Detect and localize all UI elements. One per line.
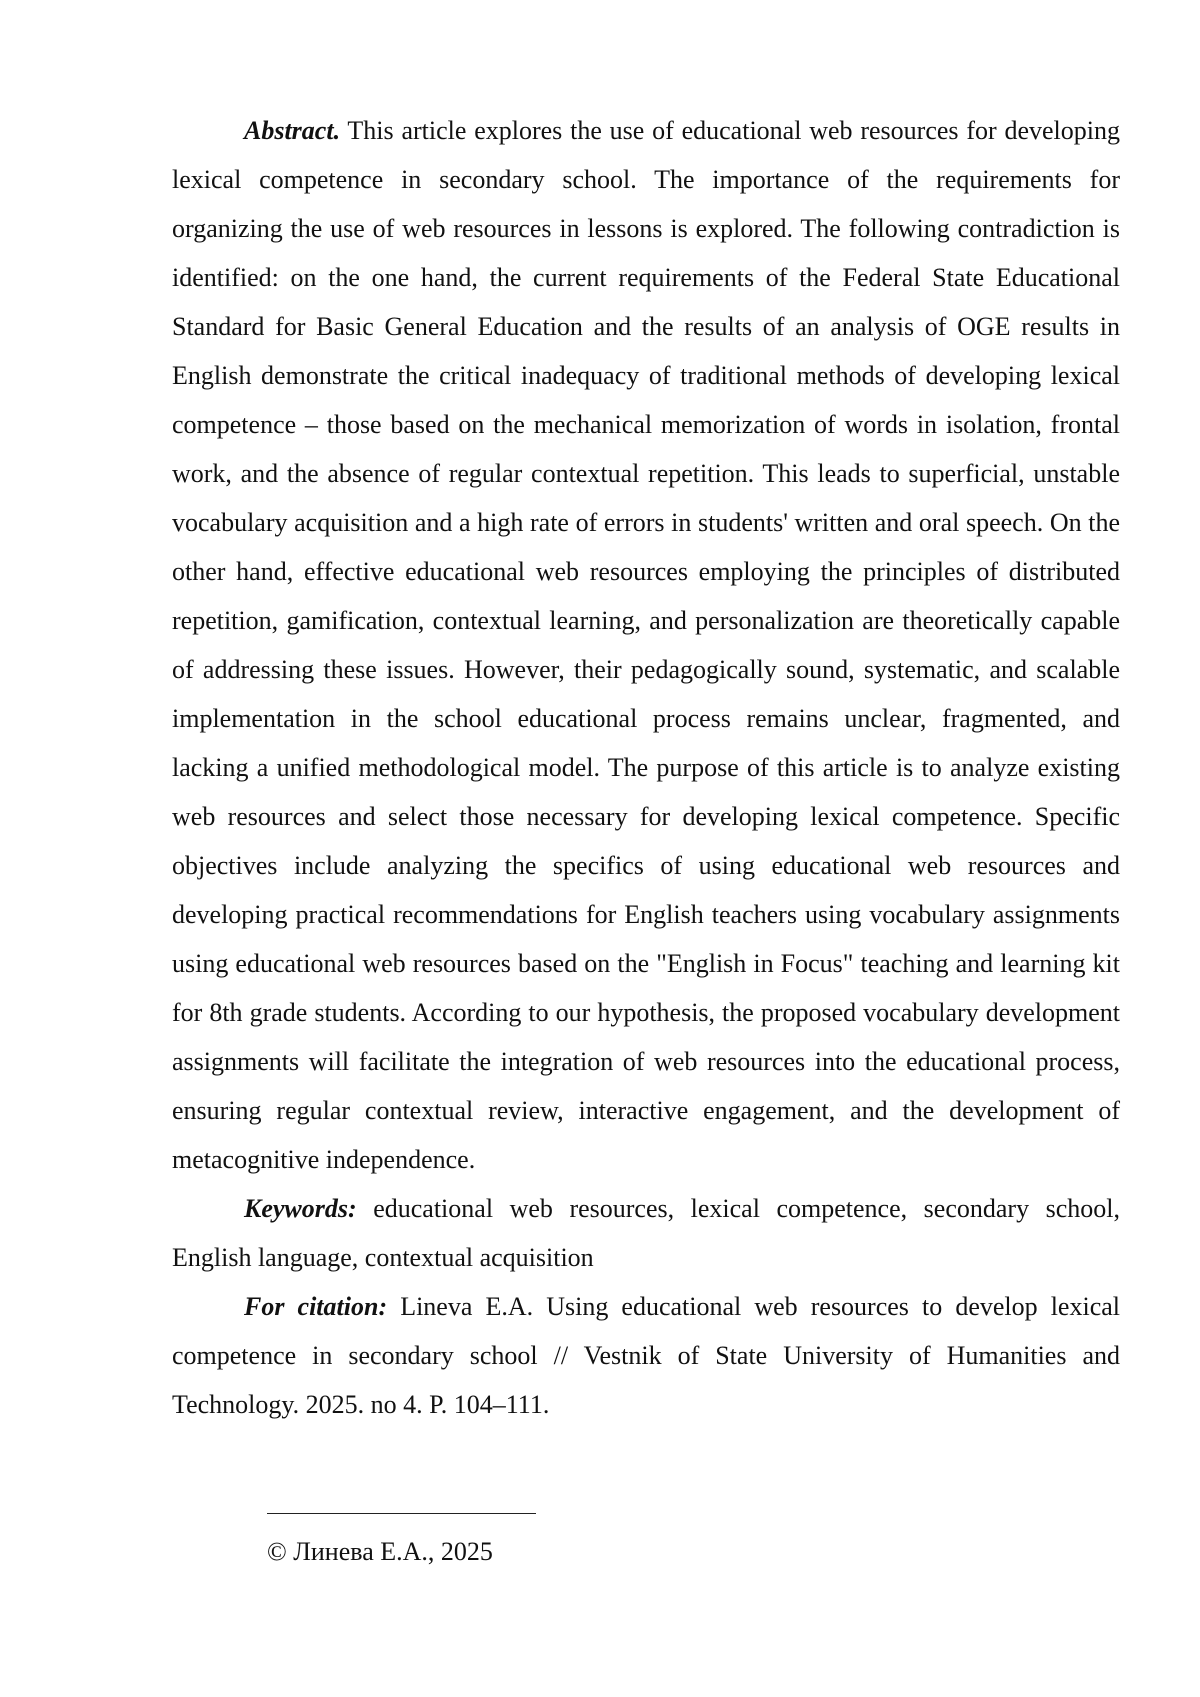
keywords-label: Keywords: [244,1194,357,1223]
copyright-footnote: © Линева Е.А., 2025 [267,1537,493,1566]
keywords-text: educational web resources, lexical competence, secondary school, English language, contextual acquisition [172,1194,1120,1272]
article-front-matter [172,106,1120,1429]
footnote-divider [267,1513,536,1514]
abstract-text: This article explores the use of educational web resources for developing lexical competence in secondary school. The importance of the requirements for organizing the use of web resources in lessons is explored. The following contradiction is identified: on the one hand, the current requirements of the Federal State Educational Standard for Basic General Education and the results of an analysis of OGE results in English demonstrate the critical inadequacy of traditional methods of developing lexical competence – those based on the mechanical memorization of words in isolation, frontal work, and the absence of regular contextual repetition. This leads to superficial, unstable vocabulary acquisition and a high rate of errors in students' written and oral speech. On the other hand, effective educational web resources employing the principles of distributed repetition, gamification, contextual learning, and personalization are theoretically capable of addressing these issues. However, their pedagogically sound, systematic, and scalable implementation in the school educational process remains unclear, fragmented, and lacking a unified methodological model. The purpose of this article is to analyze existing web resources and select those necessary for developing lexical competence. Specific objectives include analyzing the specifics of using educational web resources and developing practical recommendations for English teachers using vocabulary assignments using educational web resources based on the "English in Focus" teaching and learning kit for 8th grade students. According to our hypothesis, the proposed vocabulary development assignments will facilitate the integration of web resources into the educational process, ensuring regular contextual review, interactive engagement, and the development of metacognitive independence. [172,116,1120,1174]
abstract-label: Abstract. [244,116,341,145]
keywords-paragraph [172,1184,1120,1282]
citation-label: For citation: [244,1292,388,1321]
abstract-paragraph [172,106,1120,1184]
citation-text: Lineva E.A. Using educational web resources to develop lexical competence in secondary school // Vestnik of State University of Humanities and Technology. 2025. no 4. P. 104–111. [172,1292,1120,1419]
citation-paragraph [172,1282,1120,1429]
